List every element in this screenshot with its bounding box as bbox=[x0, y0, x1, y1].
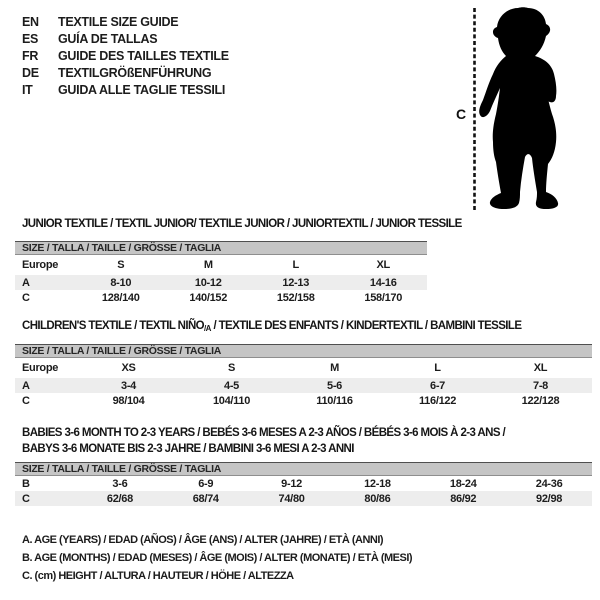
value-cell: 92/98 bbox=[536, 492, 563, 505]
lang-code: IT bbox=[22, 82, 33, 97]
value-cell: 68/74 bbox=[192, 492, 219, 505]
size-header-bar: SIZE / TALLA / TAILLE / GRÖSSE / TAGLIA bbox=[15, 344, 592, 358]
value-cell: 4-5 bbox=[224, 379, 239, 392]
table-row bbox=[15, 275, 427, 290]
value-cell: XS bbox=[121, 362, 136, 374]
babies-size-table bbox=[15, 462, 592, 506]
value-cell: M bbox=[330, 362, 339, 374]
value-cell: 104/110 bbox=[212, 394, 251, 407]
children-title-text: CHILDREN'S TEXTILE / TEXTIL NIÑO bbox=[22, 320, 205, 332]
lang-row-en bbox=[22, 13, 229, 30]
lang-label: GUIDE DES TAILLES TEXTILE bbox=[58, 48, 229, 63]
lang-code: EN bbox=[22, 14, 39, 29]
size-header-bar: SIZE / TALLA / TAILLE / GRÖSSE / TAGLIA bbox=[15, 462, 592, 476]
value-cell: 8-10 bbox=[110, 276, 132, 289]
row-label-cell: C bbox=[22, 291, 30, 304]
value-cell: XL bbox=[376, 259, 390, 271]
children-section-title bbox=[22, 320, 521, 333]
table-row bbox=[15, 476, 592, 491]
value-cell: 6-7 bbox=[430, 379, 445, 392]
table-row bbox=[15, 393, 592, 408]
row-label-cell: B bbox=[22, 477, 30, 490]
lang-row-es bbox=[22, 30, 229, 47]
babies-title-line1: BABIES 3-6 MONTH TO 2-3 YEARS / BEBÉS 3-6 MESES A 2-3 AÑOS / BÉBÉS 3-6 MOIS À 2-3 ANS / bbox=[22, 427, 506, 439]
lang-code: DE bbox=[22, 65, 39, 80]
value-cell: S bbox=[117, 259, 125, 271]
language-title-block bbox=[22, 13, 229, 98]
value-cell: 7-8 bbox=[533, 379, 548, 392]
value-cell: 12-13 bbox=[282, 276, 310, 289]
value-cell: 110/116 bbox=[316, 394, 353, 407]
value-cell: 98/104 bbox=[112, 394, 145, 407]
value-cell: 80/86 bbox=[364, 492, 391, 505]
value-cell: 86/92 bbox=[450, 492, 477, 505]
value-cell: 128/140 bbox=[101, 291, 140, 304]
value-cell: 5-6 bbox=[327, 379, 342, 392]
value-cell: S bbox=[227, 362, 236, 374]
value-cell: 6-9 bbox=[198, 477, 214, 490]
value-cell: 152/158 bbox=[276, 291, 315, 304]
junior-section-title: JUNIOR TEXTILE / TEXTIL JUNIOR/ TEXTILE JUNIOR / JUNIORTEXTIL / JUNIOR TESSILE bbox=[22, 218, 462, 230]
lang-row-de bbox=[22, 64, 229, 81]
value-cell: 10-12 bbox=[194, 276, 222, 289]
children-title-subscript: /A bbox=[204, 324, 211, 333]
row-label-cell: Europe bbox=[22, 362, 59, 374]
value-cell: XL bbox=[533, 362, 548, 374]
table-row bbox=[15, 358, 592, 378]
note-age-years: A. AGE (YEARS) / EDAD (AÑOS) / ÂGE (ANS) / ALTER (JAHRE) / ETÀ (ANNI) bbox=[22, 534, 384, 546]
value-cell: 140/152 bbox=[189, 291, 228, 304]
row-label-cell: C bbox=[22, 492, 30, 505]
note-height-cm: C. (cm) HEIGHT / ALTURA / HAUTEUR / HÖHE / ALTEZZA bbox=[22, 570, 294, 583]
lang-code: ES bbox=[22, 31, 39, 46]
lang-label: GUÍA DE TALLAS bbox=[58, 31, 158, 46]
height-label: C bbox=[456, 106, 467, 122]
value-cell: 62/68 bbox=[106, 492, 133, 505]
value-cell: 122/128 bbox=[521, 394, 560, 407]
legend-notes bbox=[22, 531, 412, 586]
value-cell: 14-16 bbox=[369, 276, 397, 289]
note-age-months: B. AGE (MONTHS) / EDAD (MESES) / ÂGE (MOIS) / ALTER (MONATE) / ETÀ (MESI) bbox=[22, 552, 413, 565]
row-label-cell: Europe bbox=[22, 259, 59, 271]
table-row bbox=[15, 378, 592, 393]
value-cell: 158/170 bbox=[364, 291, 403, 304]
table-row bbox=[15, 491, 592, 506]
value-cell: 3-4 bbox=[121, 379, 136, 392]
children-size-table bbox=[15, 344, 592, 408]
row-label-cell: A bbox=[22, 379, 30, 392]
table-row bbox=[15, 255, 427, 275]
value-cell: 9-12 bbox=[281, 477, 302, 490]
value-cell: 24-36 bbox=[535, 477, 563, 490]
size-header-bar: SIZE / TALLA / TAILLE / GRÖSSE / TAGLIA bbox=[15, 241, 427, 255]
value-cell: 74/80 bbox=[278, 492, 305, 505]
children-title-text: / TEXTILE DES ENFANTS / KINDERTEXTIL / BAMBINI TESSILE bbox=[210, 320, 522, 332]
value-cell: 12-18 bbox=[364, 477, 391, 490]
value-cell: 3-6 bbox=[112, 477, 128, 490]
lang-label: TEXTILGRÖßENFÜHRUNG bbox=[58, 65, 212, 80]
value-cell: 116/122 bbox=[418, 394, 457, 407]
lang-row-fr bbox=[22, 47, 229, 64]
babies-title-line2: BABYS 3-6 MONATE BIS 2-3 JAHRE / BAMBINI 3-6 MESI A 2-3 ANNI bbox=[22, 443, 354, 456]
junior-size-table bbox=[15, 241, 427, 305]
height-figure bbox=[450, 2, 598, 214]
lang-label: GUIDA ALLE TAGLIE TESSILI bbox=[58, 82, 226, 97]
value-cell: 18-24 bbox=[449, 477, 477, 490]
value-cell: L bbox=[292, 259, 299, 271]
babies-section-title bbox=[22, 425, 505, 458]
table-row bbox=[15, 290, 427, 305]
value-cell: L bbox=[434, 362, 441, 374]
row-label-cell: C bbox=[22, 394, 30, 407]
lang-code: FR bbox=[22, 48, 39, 63]
lang-label: TEXTILE SIZE GUIDE bbox=[58, 14, 179, 29]
value-cell: M bbox=[203, 259, 213, 271]
lang-row-it bbox=[22, 81, 229, 98]
row-label-cell: A bbox=[22, 276, 30, 289]
baby-silhouette-icon bbox=[479, 7, 558, 209]
